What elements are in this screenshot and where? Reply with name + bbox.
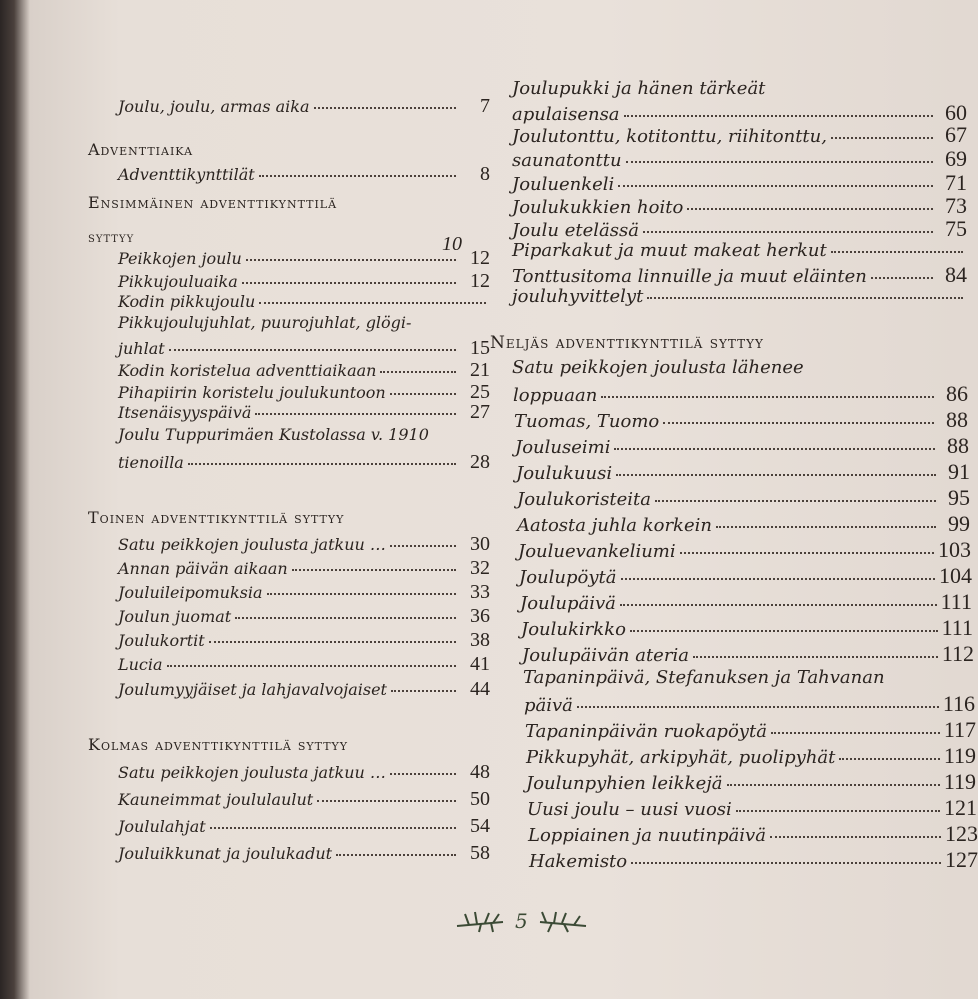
toc-entry (118, 761, 490, 784)
section-heading: syttyy (88, 230, 135, 246)
section-heading: Ensimmäinen adventtikynttilä (88, 193, 338, 212)
entry-page-number: 116 (942, 691, 975, 716)
entry-title: Kauneimmat joululaulut (118, 790, 314, 809)
toc-entry (517, 511, 970, 537)
entry-title: Joulutonttu, kotitonttu, riihitonttu, (512, 126, 827, 147)
dot-leader (235, 617, 456, 619)
entry-page-number: 117 (943, 717, 976, 742)
toc-page (30, 0, 978, 999)
entry-title: Peikkojen joulu (118, 249, 242, 268)
dot-leader (390, 393, 456, 395)
toc-entry (522, 641, 974, 667)
entry-title: päivä (524, 695, 573, 716)
entry-title: Jouluseimi (515, 437, 611, 458)
entry-title: Joulukoristeita (517, 489, 651, 510)
dot-leader (259, 302, 486, 304)
entry-title: Satu peikkojen joulusta lähenee (512, 357, 804, 378)
entry-page-number: 95 (948, 485, 970, 510)
toc-entry (520, 589, 972, 615)
entry-title: Adventtikynttilät (118, 165, 255, 184)
entry-title: Joulu, joulu, armas aika (118, 97, 310, 116)
toc-entry (118, 533, 490, 556)
entry-page-number: 73 (945, 193, 967, 218)
dot-leader (255, 413, 456, 415)
entry-page-number: 121 (944, 795, 977, 820)
entry-title: Satu peikkojen joulusta jatkuu … (118, 535, 386, 554)
dot-leader (267, 593, 456, 595)
entry-page-number: 88 (946, 407, 968, 432)
entry-page-number: 69 (945, 146, 967, 171)
entry-page-number: 44 (470, 678, 490, 700)
entry-page-number: 123 (945, 821, 978, 846)
toc-entry (118, 313, 490, 332)
dot-leader (831, 251, 963, 253)
entry-page-number: 67 (945, 122, 967, 147)
toc-entry (518, 537, 971, 563)
entry-page-number: 32 (470, 557, 490, 579)
dot-leader (259, 175, 456, 177)
entry-title: Pikkupyhät, arkipyhät, puolipyhät (526, 747, 836, 768)
entry-title: Joulukuusi (516, 463, 613, 484)
entry-page-number: 91 (948, 459, 970, 484)
entry-page-number: 12 (470, 247, 490, 269)
toc-entry (512, 122, 967, 148)
toc-entry (525, 717, 976, 743)
toc-entry (529, 847, 978, 873)
entry-title: Joulun juomat (118, 607, 232, 626)
entry-page-number: 54 (470, 815, 490, 837)
entry-page-number: 36 (470, 605, 490, 627)
entry-title: Hakemisto (529, 851, 628, 872)
toc-entry (118, 292, 490, 311)
toc-entry (512, 286, 967, 307)
dot-leader (188, 463, 456, 465)
toc-entry (527, 795, 977, 821)
entry-title: Joululahjat (118, 817, 206, 836)
entry-page-number: 86 (946, 381, 968, 406)
page-number: 5 (515, 909, 528, 933)
dot-leader (336, 854, 456, 856)
entry-title: Joulukukkien hoito (512, 197, 684, 218)
toc-entry (118, 451, 490, 474)
entry-page-number: 38 (470, 629, 490, 651)
entry-title: Tapaninpäivä, Stefanuksen ja Tahvanan (523, 667, 885, 688)
dot-leader (680, 552, 934, 554)
dot-leader (727, 784, 940, 786)
dot-leader (614, 448, 935, 450)
toc-entry (526, 743, 976, 769)
toc-entry (118, 163, 490, 186)
entry-title: apulaisensa (512, 104, 620, 125)
toc-entry (118, 247, 490, 270)
toc-entry (118, 95, 490, 118)
dot-leader (871, 277, 933, 279)
toc-entry (118, 425, 490, 444)
entry-title: Itsenäisyyspäivä (118, 403, 252, 422)
toc-entry (512, 357, 967, 378)
sprig-right-icon (538, 908, 588, 934)
dot-leader (380, 371, 456, 373)
dot-leader (314, 107, 456, 109)
entry-page-number: 71 (945, 170, 967, 195)
entry-title: Jouluileipomuksia (118, 583, 263, 602)
entry-title: Uusi joulu – uusi vuosi (527, 799, 732, 820)
entry-page-number: 15 (470, 337, 490, 359)
toc-entry (118, 678, 490, 701)
entry-title: Joulu etelässä (512, 220, 639, 241)
entry-title: Pikkujoulujuhlat, puurojuhlat, glögi- (118, 313, 412, 332)
entry-title: Tapaninpäivän ruokapöytä (525, 721, 767, 742)
dot-leader (620, 604, 937, 606)
toc-entry (512, 262, 967, 288)
dot-leader (736, 810, 940, 812)
toc-entry (512, 240, 967, 261)
dot-leader (621, 578, 936, 580)
entry-page-number: 103 (938, 537, 971, 562)
section-heading: Toinen adventtikynttilä syttyy (88, 508, 345, 527)
dot-leader (317, 800, 456, 802)
toc-entry (118, 270, 490, 293)
entry-title: Joulupukki ja hänen tärkeät (512, 78, 766, 99)
entry-page-number: 48 (470, 761, 490, 783)
entry-title: Kodin koristelua adventtiaikaan (118, 361, 377, 380)
dot-leader (771, 732, 940, 734)
toc-entry (118, 581, 490, 604)
entry-page-number: 25 (470, 381, 490, 403)
entry-page-number: 84 (945, 262, 967, 287)
section-heading: Adventtiaika (88, 140, 194, 159)
entry-page-number: 21 (470, 359, 490, 381)
section-heading: Neljäs adventtikynttilä syttyy (490, 333, 764, 353)
entry-title: Joulupäivän ateria (522, 645, 689, 666)
entry-page-number: 30 (470, 533, 490, 555)
entry-page-number: 33 (470, 581, 490, 603)
toc-entry (523, 667, 974, 688)
dot-leader (831, 137, 933, 139)
entry-title: Joulumyyjäiset ja lahjavalvojaiset (118, 680, 387, 699)
entry-page-number: 88 (947, 433, 969, 458)
dot-leader (630, 630, 938, 632)
dot-leader (631, 862, 941, 864)
entry-title: Jouluevankeliumi (518, 541, 676, 562)
dot-leader (390, 773, 456, 775)
entry-title: Pihapiirin koristelu joulukuntoon (118, 383, 386, 402)
entry-page-number: 99 (948, 511, 970, 536)
entry-title: Tuomas, Tuomo (514, 411, 660, 432)
dot-leader (647, 297, 963, 299)
toc-entry (513, 381, 968, 407)
entry-title: Joulukirkko (521, 619, 626, 640)
toc-entry (514, 407, 968, 433)
entry-page-number: 41 (470, 653, 490, 675)
dot-leader (390, 545, 456, 547)
entry-page-number: 112 (941, 641, 974, 666)
dot-leader (391, 690, 456, 692)
toc-entry (118, 629, 490, 652)
entry-page-number: 58 (470, 842, 490, 864)
entry-title: Loppiainen ja nuutinpäivä (528, 825, 766, 846)
dot-leader (209, 641, 456, 643)
dot-leader (618, 185, 933, 187)
dot-leader (292, 569, 456, 571)
entry-title: Jouluikkunat ja joulukadut (118, 844, 333, 863)
toc-entry (118, 653, 490, 676)
entry-page-number: 60 (945, 100, 967, 125)
dot-leader (770, 836, 941, 838)
entry-page-number: 119 (943, 743, 976, 768)
toc-entry (118, 337, 490, 360)
dot-leader (210, 827, 456, 829)
toc-entry (118, 605, 490, 628)
dot-leader (616, 474, 936, 476)
entry-title: juhlat (118, 339, 165, 358)
toc-entry (515, 433, 969, 459)
entry-title: Jouluenkeli (512, 174, 615, 195)
dot-leader (716, 526, 936, 528)
toc-entry (512, 78, 967, 99)
entry-title: Joulukortit (118, 631, 205, 650)
toc-entry (528, 821, 978, 847)
dot-leader (693, 656, 938, 658)
dot-leader (655, 500, 936, 502)
toc-entry (516, 459, 970, 485)
entry-title: tienoilla (118, 453, 184, 472)
entry-page-number: 75 (945, 216, 967, 241)
entry-page-number: 50 (470, 788, 490, 810)
dot-leader (577, 706, 939, 708)
entry-title: Lucia (118, 655, 163, 674)
toc-entry (118, 788, 490, 811)
dot-leader (169, 349, 456, 351)
entry-title: saunatonttu (512, 150, 622, 171)
page-footer (455, 908, 588, 934)
entry-title: Joulu Tuppurimäen Kustolassa v. 1910 (118, 425, 429, 444)
entry-title: Kodin pikkujoulu (118, 292, 256, 311)
entry-title: Aatosta juhla korkein (517, 515, 712, 536)
entry-page-number: 127 (945, 847, 978, 872)
entry-title: Satu peikkojen joulusta jatkuu … (118, 763, 386, 782)
dot-leader (626, 161, 933, 163)
entry-page-number: 28 (470, 451, 490, 473)
entry-title: Joulunpyhien leikkejä (526, 773, 723, 794)
entry-title: Annan päivän aikaan (118, 559, 288, 578)
entry-title: Piparkakut ja muut makeat herkut (512, 240, 827, 261)
toc-entry (512, 146, 967, 172)
entry-page-number: 111 (941, 615, 973, 640)
toc-entry (118, 401, 490, 424)
entry-page-number: 104 (939, 563, 972, 588)
toc-entry (118, 815, 490, 838)
entry-page-number: 8 (480, 163, 490, 185)
entry-page-number: 119 (943, 769, 976, 794)
toc-entry (118, 557, 490, 580)
entry-title: Pikkujouluaika (118, 272, 238, 291)
dot-leader (839, 758, 939, 760)
dot-leader (687, 208, 933, 210)
toc-entry (517, 485, 970, 511)
entry-page-number: 111 (940, 589, 972, 614)
dot-leader (167, 665, 456, 667)
dot-leader (242, 282, 456, 284)
dot-leader (663, 422, 934, 424)
entry-page-number: 7 (480, 95, 490, 117)
dot-leader (624, 115, 933, 117)
dot-leader (246, 259, 456, 261)
dot-leader (643, 231, 933, 233)
toc-entry (526, 769, 976, 795)
entry-title: Joulupäivä (520, 593, 616, 614)
entry-title: Tonttusitoma linnuille ja muut eläinten (512, 266, 867, 287)
section-heading: Kolmas adventtikynttilä syttyy (88, 735, 349, 754)
entry-title: Joulupöytä (519, 567, 617, 588)
entry-page-number: 27 (470, 401, 490, 423)
dot-leader (601, 396, 934, 398)
entry-title: jouluhyvittelyt (512, 286, 644, 307)
toc-entry (118, 359, 490, 382)
entry-page-number: 12 (470, 270, 490, 292)
toc-entry (512, 216, 967, 242)
toc-entry (118, 842, 490, 865)
toc-entry (524, 691, 975, 717)
entry-title: loppuaan (513, 385, 598, 406)
entry-page-number: 10 (442, 233, 462, 255)
toc-entry (519, 563, 972, 589)
toc-entry (521, 615, 973, 641)
sprig-left-icon (455, 908, 505, 934)
